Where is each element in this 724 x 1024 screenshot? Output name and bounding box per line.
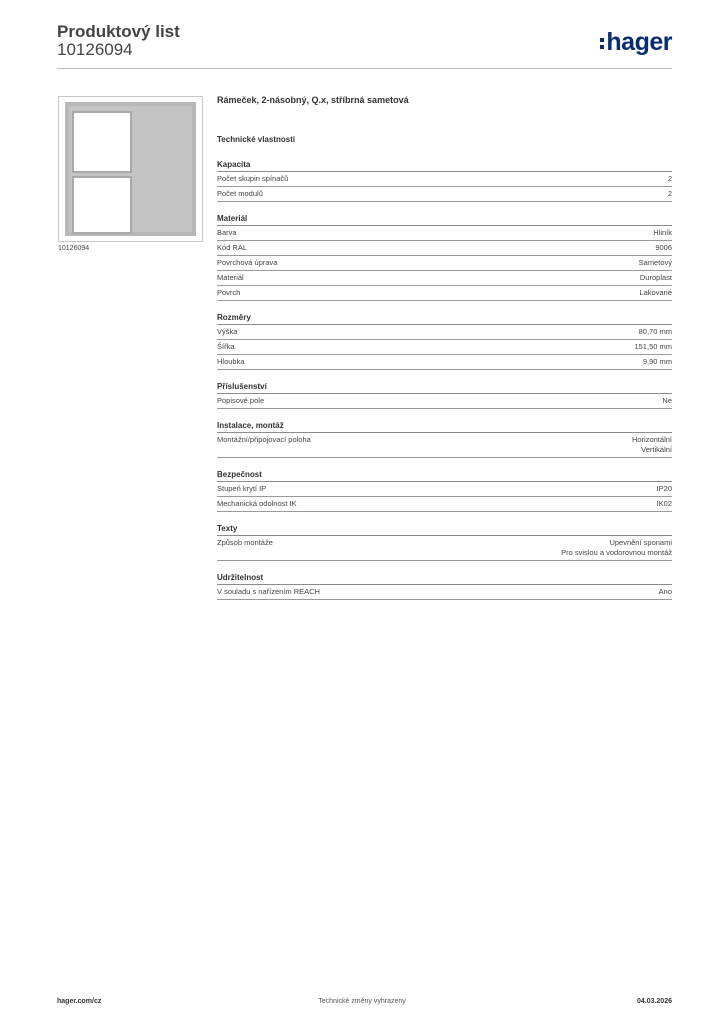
hager-logo bbox=[600, 28, 672, 57]
property-value-line: Horizontální bbox=[631, 435, 672, 444]
property-label: Způsob montáže bbox=[217, 538, 273, 547]
property-label: Materiál bbox=[217, 273, 244, 282]
technical-properties-heading: Technické vlastnosti bbox=[217, 135, 296, 144]
property-row bbox=[217, 585, 672, 600]
property-value bbox=[643, 357, 672, 367]
section bbox=[217, 572, 672, 600]
property-row bbox=[217, 433, 672, 458]
section bbox=[217, 381, 672, 409]
section bbox=[217, 469, 672, 512]
property-label: Stupeň krytí IP bbox=[217, 484, 267, 493]
property-value-line: Sametový bbox=[638, 258, 672, 267]
property-value-line: IK02 bbox=[656, 499, 672, 508]
footer-date: 04.03.2026 bbox=[636, 998, 672, 1005]
property-value-line: Upevnění sponami bbox=[609, 538, 672, 547]
property-value bbox=[662, 396, 672, 406]
property-row bbox=[217, 325, 672, 340]
section-title: Bezpečnost bbox=[217, 469, 672, 482]
section-title: Texty bbox=[217, 523, 672, 536]
section bbox=[217, 159, 672, 202]
product-name: Rámeček, 2-násobný, Q.x, stříbrná sametová bbox=[217, 95, 409, 105]
property-value-line: Lakované bbox=[639, 288, 672, 297]
property-value bbox=[639, 288, 672, 298]
property-label: Montážní/připojovací poloha bbox=[217, 435, 311, 444]
property-value bbox=[655, 243, 672, 253]
logo-dots-icon bbox=[600, 35, 604, 52]
property-value bbox=[657, 499, 672, 509]
property-label: V souladu s nařízením REACH bbox=[217, 587, 320, 596]
property-value bbox=[632, 435, 672, 455]
property-row bbox=[217, 256, 672, 271]
property-row bbox=[217, 536, 672, 561]
property-value-line: Duroplast bbox=[639, 273, 672, 282]
property-row bbox=[217, 497, 672, 512]
property-value-line: Ne bbox=[662, 396, 672, 405]
product-image bbox=[58, 96, 203, 242]
property-value bbox=[640, 273, 672, 283]
double-frame-icon bbox=[59, 97, 202, 241]
property-row bbox=[217, 271, 672, 286]
footer-website: hager.com/cz bbox=[57, 998, 102, 1005]
property-row bbox=[217, 241, 672, 256]
property-value-line: Vertikální bbox=[641, 445, 672, 454]
section bbox=[217, 213, 672, 301]
property-value bbox=[653, 228, 672, 238]
property-value bbox=[634, 342, 672, 352]
section bbox=[217, 523, 672, 561]
document-header bbox=[57, 20, 672, 70]
image-caption: 10126094 bbox=[58, 245, 90, 252]
properties-sections bbox=[217, 159, 672, 600]
property-row bbox=[217, 355, 672, 370]
property-row bbox=[217, 340, 672, 355]
product-details bbox=[217, 95, 672, 611]
section-title: Příslušenství bbox=[217, 381, 672, 394]
property-row bbox=[217, 187, 672, 202]
property-value-line: Ano bbox=[658, 587, 672, 596]
property-row bbox=[217, 172, 672, 187]
property-value bbox=[668, 174, 672, 184]
footer-notice: Technické změny vyhrazeny bbox=[318, 998, 406, 1005]
property-value bbox=[639, 327, 672, 337]
property-row bbox=[217, 286, 672, 301]
property-label: Hloubka bbox=[217, 357, 245, 366]
header-divider bbox=[57, 68, 672, 69]
logo-text: hager bbox=[606, 28, 672, 56]
property-value bbox=[659, 587, 672, 597]
property-value bbox=[561, 538, 672, 558]
property-value-line: 9006 bbox=[655, 243, 672, 252]
document-title: Produktový list bbox=[57, 22, 180, 41]
section-title: Instalace, montáž bbox=[217, 420, 672, 433]
property-row bbox=[217, 226, 672, 241]
property-value-line: Hliník bbox=[653, 228, 672, 237]
property-label: Povrchová úprava bbox=[217, 258, 278, 267]
product-number: 10126094 bbox=[57, 40, 133, 59]
section-title: Udržitelnost bbox=[217, 572, 672, 585]
property-value-line: 80,70 mm bbox=[638, 327, 672, 336]
property-label: Mechanická odolnost IK bbox=[217, 499, 297, 508]
property-value-line: 2 bbox=[667, 189, 672, 198]
property-value-line: 151,50 mm bbox=[634, 342, 672, 351]
property-row bbox=[217, 394, 672, 409]
property-label: Povrch bbox=[217, 288, 241, 297]
property-label: Výška bbox=[217, 327, 238, 336]
property-value-line: IP20 bbox=[656, 484, 672, 493]
property-label: Kód RAL bbox=[217, 243, 248, 252]
property-label: Barva bbox=[217, 228, 237, 237]
section-title: Kapacita bbox=[217, 159, 672, 172]
property-label: Šířka bbox=[217, 342, 235, 351]
section-title: Materiál bbox=[217, 213, 672, 226]
property-value bbox=[657, 484, 672, 494]
property-value bbox=[668, 189, 672, 199]
section-title: Rozměry bbox=[217, 312, 672, 325]
section bbox=[217, 312, 672, 370]
property-label: Počet skupin spínačů bbox=[217, 174, 289, 183]
section bbox=[217, 420, 672, 458]
property-label: Popisové pole bbox=[217, 396, 265, 405]
property-value bbox=[639, 258, 672, 268]
property-value-line: 9,90 mm bbox=[642, 357, 672, 366]
property-label: Počet modulů bbox=[217, 189, 263, 198]
property-value-line: Pro svislou a vodorovnou montáž bbox=[561, 548, 672, 557]
property-value-line: 2 bbox=[667, 174, 672, 183]
property-row bbox=[217, 482, 672, 497]
